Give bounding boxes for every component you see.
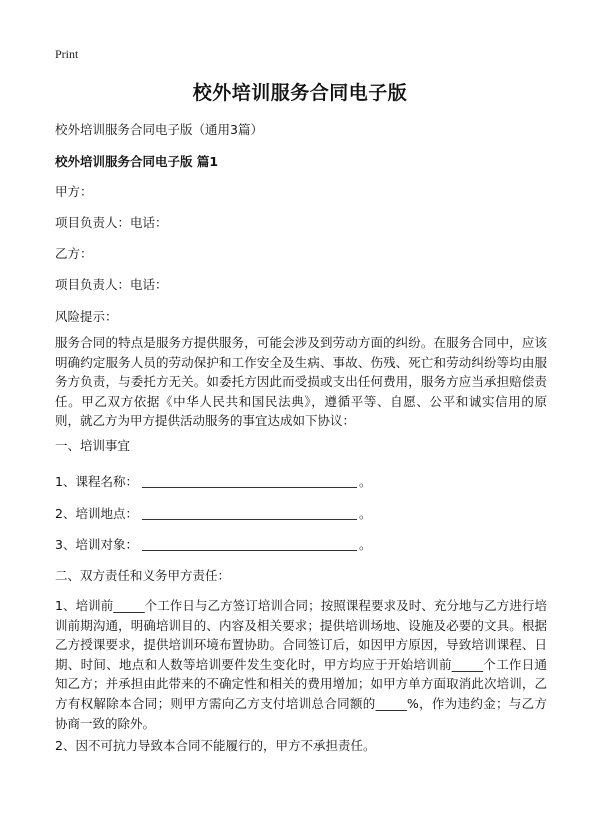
section-heading: 校外培训服务合同电子版 篇1 xyxy=(55,154,219,169)
clause-1: 1、培训前_____个工作日与乙方签订培训合同；按照课程要求及时、充分地与乙方进行培训前期沟通，明确培训目的、内容及相关要求；提供培训场地、设施及必要的文具。根据乙方授课要求，提供培训环境布置协助。合同签订后，如因甲方原因，导致培训课程、日期、时间、地点和人数等培训要件发生变化时，甲方均应于开始培训前_____个工作日通知乙方；并承担由此带来的不确定性和相关的费用增加；如甲方单方面取消此次培训，乙方有权解除本合同；则甲方需向乙方支付培训总合同额的_____%，作为违约金；与乙方协商一致的除外。 xyxy=(55,598,547,731)
field-end-mark: 。 xyxy=(358,506,372,521)
clause-2: 2、因不可抗力导致本合同不能履行的，甲方不承担责任。 xyxy=(55,738,376,753)
course-location-blank xyxy=(142,505,357,520)
field-end-mark: 。 xyxy=(358,474,372,489)
course-location-label: 2、培训地点： xyxy=(55,506,138,521)
risk-paragraph: 服务合同的特点是服务方提供服务，可能会涉及到劳动方面的纠纷。在服务合同中，应该明确约定服务人员的劳动保护和工作安全及生病、事故、伤残、死亡和劳动纠纷等均由服务方负责，与委托方无关。如委托方因此而受损或支出任何费用，服务方应当承担赔偿责任。甲乙双方依据《中华人民共和国民法典》，遵循平等、自愿、公平和诚实信用的原则，就乙方为甲方提供活动服务的事宜达成如下协议： xyxy=(55,335,547,429)
field-end-mark: 。 xyxy=(358,537,372,552)
course-location-field xyxy=(55,505,371,522)
training-heading: 一、培训事宜 xyxy=(55,438,131,453)
document-title: 校外培训服务合同电子版 xyxy=(192,82,408,104)
print-link[interactable]: Print xyxy=(55,47,79,61)
risk-label: 风险提示： xyxy=(55,309,118,324)
course-name-field xyxy=(55,473,371,490)
course-name-label: 1、课程名称： xyxy=(55,474,138,489)
course-name-blank xyxy=(142,473,357,488)
party-a-contact: 项目负责人：电话： xyxy=(55,215,168,230)
course-target-blank xyxy=(142,536,357,551)
party-b-label: 乙方： xyxy=(55,246,93,261)
obligations-heading: 二、双方责任和义务甲方责任： xyxy=(55,568,231,583)
course-target-label: 3、培训对象： xyxy=(55,537,138,552)
party-b-contact: 项目负责人：电话： xyxy=(55,277,168,292)
party-a-label: 甲方： xyxy=(55,184,93,199)
course-target-field xyxy=(55,536,371,553)
document-subtitle: 校外培训服务合同电子版（通用3篇） xyxy=(55,122,263,137)
